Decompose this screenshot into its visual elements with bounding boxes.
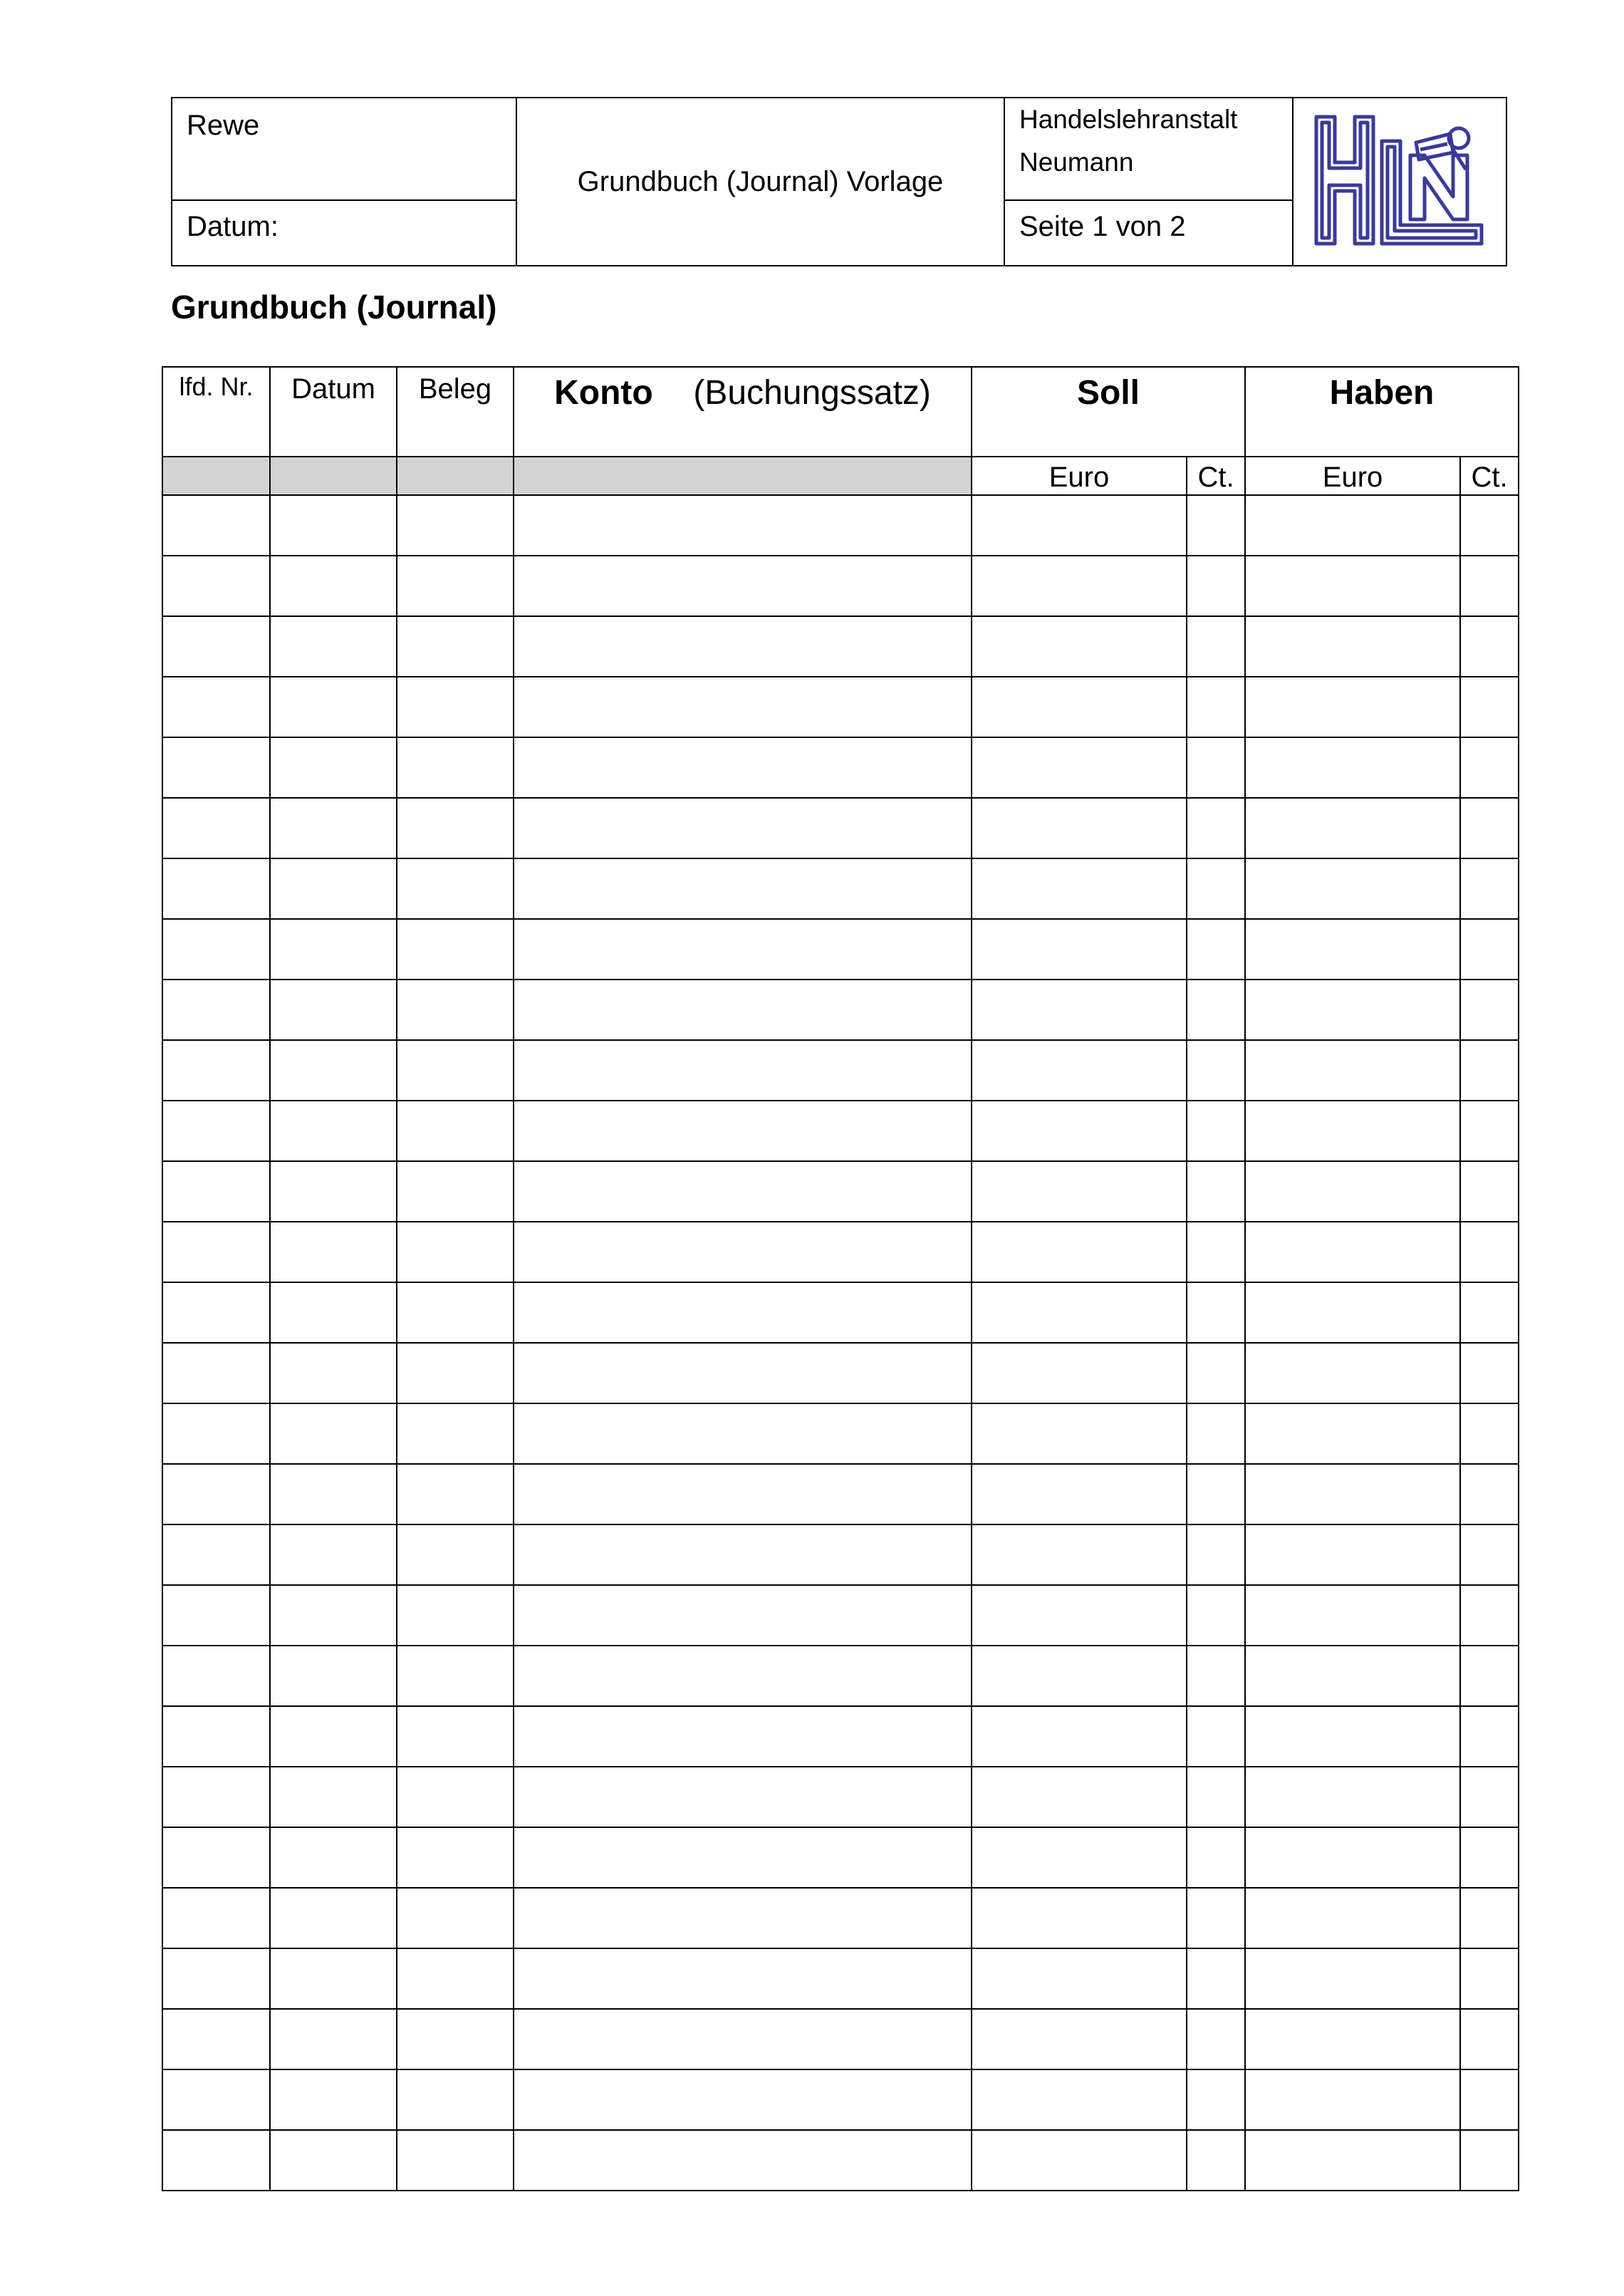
beleg-cell[interactable] bbox=[397, 1888, 514, 1948]
datum-cell[interactable] bbox=[270, 2009, 397, 2069]
lfd-nr-cell[interactable] bbox=[162, 980, 270, 1040]
soll-euro-cell[interactable] bbox=[972, 737, 1187, 798]
haben-ct-cell[interactable] bbox=[1460, 556, 1519, 616]
beleg-cell[interactable] bbox=[397, 919, 514, 980]
konto-cell[interactable] bbox=[514, 2009, 972, 2069]
lfd-nr-cell[interactable] bbox=[162, 1767, 270, 1827]
table-row bbox=[162, 1282, 1519, 1343]
soll-euro-cell[interactable] bbox=[972, 2069, 1187, 2130]
konto-cell[interactable] bbox=[514, 798, 972, 858]
lfd-nr-cell[interactable] bbox=[162, 798, 270, 858]
haben-euro-cell[interactable] bbox=[1245, 1767, 1460, 1827]
haben-euro-cell[interactable] bbox=[1245, 2130, 1460, 2191]
konto-cell[interactable] bbox=[514, 1282, 972, 1343]
haben-euro-cell[interactable] bbox=[1245, 1222, 1460, 1282]
haben-euro-cell[interactable] bbox=[1245, 2009, 1460, 2069]
konto-cell[interactable] bbox=[514, 1464, 972, 1524]
datum-cell[interactable] bbox=[270, 1827, 397, 1888]
journal-table bbox=[162, 366, 1519, 2191]
datum-cell[interactable] bbox=[270, 1343, 397, 1403]
subheader-shaded bbox=[270, 457, 397, 495]
datum-cell[interactable] bbox=[270, 1464, 397, 1524]
haben-ct-cell[interactable] bbox=[1460, 1161, 1519, 1222]
haben-euro-cell[interactable] bbox=[1245, 1040, 1460, 1101]
col-header-soll: Soll bbox=[972, 367, 1245, 457]
soll-euro-cell[interactable] bbox=[972, 1222, 1187, 1282]
table-row bbox=[162, 737, 1519, 798]
col-header-datum: Datum bbox=[270, 367, 397, 457]
datum-cell[interactable] bbox=[270, 1585, 397, 1646]
datum-cell[interactable] bbox=[270, 1524, 397, 1585]
soll-euro-cell[interactable] bbox=[972, 556, 1187, 616]
soll-ct-cell[interactable] bbox=[1187, 737, 1245, 798]
soll-ct-cell[interactable] bbox=[1187, 1585, 1245, 1646]
soll-ct-cell[interactable] bbox=[1187, 1524, 1245, 1585]
beleg-cell[interactable] bbox=[397, 1101, 514, 1161]
haben-ct-cell[interactable] bbox=[1460, 495, 1519, 556]
table-row bbox=[162, 919, 1519, 980]
haben-ct-cell[interactable] bbox=[1460, 1222, 1519, 1282]
konto-cell[interactable] bbox=[514, 1948, 972, 2009]
haben-ct-cell[interactable] bbox=[1460, 1646, 1519, 1706]
table-row bbox=[162, 1464, 1519, 1524]
konto-cell[interactable] bbox=[514, 1646, 972, 1706]
haben-euro-cell[interactable] bbox=[1245, 1101, 1460, 1161]
haben-ct-cell[interactable] bbox=[1460, 2130, 1519, 2191]
datum-cell[interactable] bbox=[270, 1282, 397, 1343]
page-number: Seite 1 von 2 bbox=[1019, 211, 1186, 242]
haben-euro-cell[interactable] bbox=[1245, 2069, 1460, 2130]
haben-ct-cell[interactable] bbox=[1460, 1464, 1519, 1524]
table-row bbox=[162, 1646, 1519, 1706]
datum-cell[interactable] bbox=[270, 1161, 397, 1222]
beleg-cell[interactable] bbox=[397, 1585, 514, 1646]
table-row bbox=[162, 1040, 1519, 1101]
haben-euro-cell[interactable] bbox=[1245, 1585, 1460, 1646]
haben-ct-cell[interactable] bbox=[1460, 1524, 1519, 1585]
beleg-cell[interactable] bbox=[397, 2069, 514, 2130]
beleg-cell[interactable] bbox=[397, 1646, 514, 1706]
datum-cell[interactable] bbox=[270, 1706, 397, 1767]
konto-cell[interactable] bbox=[514, 1524, 972, 1585]
date-label: Datum: bbox=[187, 211, 279, 242]
soll-euro-cell[interactable] bbox=[972, 980, 1187, 1040]
soll-euro-cell[interactable] bbox=[972, 1524, 1187, 1585]
date-cell bbox=[172, 200, 516, 266]
haben-ct-cell[interactable] bbox=[1460, 980, 1519, 1040]
page-number-cell bbox=[1004, 200, 1293, 266]
col-header-lfd-nr: lfd. Nr. bbox=[162, 367, 270, 457]
lfd-nr-cell[interactable] bbox=[162, 737, 270, 798]
table-row bbox=[162, 2130, 1519, 2191]
haben-ct-cell[interactable] bbox=[1460, 1040, 1519, 1101]
soll-euro-cell[interactable] bbox=[972, 1646, 1187, 1706]
konto-label: Konto bbox=[554, 374, 653, 412]
lfd-nr-cell[interactable] bbox=[162, 1282, 270, 1343]
beleg-cell[interactable] bbox=[397, 1040, 514, 1101]
soll-ct-cell[interactable] bbox=[1187, 1222, 1245, 1282]
lfd-nr-cell[interactable] bbox=[162, 1948, 270, 2009]
doc-title-cell bbox=[516, 98, 1004, 266]
soll-ct-cell[interactable] bbox=[1187, 1888, 1245, 1948]
haben-ct-cell[interactable] bbox=[1460, 737, 1519, 798]
soll-ct-cell[interactable] bbox=[1187, 677, 1245, 737]
soll-ct-cell[interactable] bbox=[1187, 1161, 1245, 1222]
haben-ct-cell[interactable] bbox=[1460, 2069, 1519, 2130]
konto-cell[interactable] bbox=[514, 2069, 972, 2130]
konto-cell[interactable] bbox=[514, 1827, 972, 1888]
lfd-nr-cell[interactable] bbox=[162, 495, 270, 556]
beleg-cell[interactable] bbox=[397, 858, 514, 919]
soll-ct-cell[interactable] bbox=[1187, 1403, 1245, 1464]
haben-euro-cell[interactable] bbox=[1245, 1646, 1460, 1706]
subheader-shaded bbox=[397, 457, 514, 495]
soll-euro-cell[interactable] bbox=[972, 1464, 1187, 1524]
konto-cell[interactable] bbox=[514, 556, 972, 616]
beleg-cell[interactable] bbox=[397, 980, 514, 1040]
haben-euro-cell[interactable] bbox=[1245, 616, 1460, 677]
haben-euro-cell[interactable] bbox=[1245, 1161, 1460, 1222]
haben-ct-cell[interactable] bbox=[1460, 1343, 1519, 1403]
beleg-cell[interactable] bbox=[397, 1222, 514, 1282]
soll-euro-cell[interactable] bbox=[972, 1888, 1187, 1948]
lfd-nr-cell[interactable] bbox=[162, 556, 270, 616]
lfd-nr-cell[interactable] bbox=[162, 1464, 270, 1524]
haben-ct-header: Ct. bbox=[1460, 457, 1519, 495]
haben-ct-cell[interactable] bbox=[1460, 1706, 1519, 1767]
table-row bbox=[162, 1524, 1519, 1585]
table-row bbox=[162, 1948, 1519, 2009]
haben-euro-cell[interactable] bbox=[1245, 1524, 1460, 1585]
col-header-beleg: Beleg bbox=[397, 367, 514, 457]
buchungssatz-label: (Buchungssatz) bbox=[693, 374, 931, 412]
lfd-nr-cell[interactable] bbox=[162, 2009, 270, 2069]
konto-cell[interactable] bbox=[514, 1101, 972, 1161]
lfd-nr-cell[interactable] bbox=[162, 1827, 270, 1888]
subheader-shaded bbox=[514, 457, 972, 495]
beleg-cell[interactable] bbox=[397, 1767, 514, 1827]
haben-ct-cell[interactable] bbox=[1460, 1948, 1519, 2009]
table-row bbox=[162, 556, 1519, 616]
datum-cell[interactable] bbox=[270, 1403, 397, 1464]
beleg-cell[interactable] bbox=[397, 1948, 514, 2009]
haben-ct-cell[interactable] bbox=[1460, 1767, 1519, 1827]
soll-euro-cell[interactable] bbox=[972, 798, 1187, 858]
subheader-shaded bbox=[162, 457, 270, 495]
haben-ct-cell[interactable] bbox=[1460, 616, 1519, 677]
soll-euro-cell[interactable] bbox=[972, 2009, 1187, 2069]
soll-ct-cell[interactable] bbox=[1187, 1282, 1245, 1343]
beleg-cell[interactable] bbox=[397, 2009, 514, 2069]
lfd-nr-cell[interactable] bbox=[162, 616, 270, 677]
datum-cell[interactable] bbox=[270, 1222, 397, 1282]
konto-cell[interactable] bbox=[514, 980, 972, 1040]
soll-euro-cell[interactable] bbox=[972, 1706, 1187, 1767]
table-row bbox=[162, 1161, 1519, 1222]
table-row bbox=[162, 1888, 1519, 1948]
konto-cell[interactable] bbox=[514, 1888, 972, 1948]
journal-heading: Grundbuch (Journal) bbox=[171, 289, 497, 326]
soll-euro-cell[interactable] bbox=[972, 495, 1187, 556]
table-row bbox=[162, 1706, 1519, 1767]
datum-cell[interactable] bbox=[270, 1040, 397, 1101]
haben-euro-cell[interactable] bbox=[1245, 1343, 1460, 1403]
table-row bbox=[162, 1101, 1519, 1161]
soll-euro-cell[interactable] bbox=[972, 1343, 1187, 1403]
lfd-nr-cell[interactable] bbox=[162, 1706, 270, 1767]
table-row bbox=[162, 495, 1519, 556]
haben-ct-cell[interactable] bbox=[1460, 677, 1519, 737]
lfd-nr-cell[interactable] bbox=[162, 2130, 270, 2191]
haben-euro-cell[interactable] bbox=[1245, 1888, 1460, 1948]
haben-ct-cell[interactable] bbox=[1460, 1403, 1519, 1464]
table-row bbox=[162, 1767, 1519, 1827]
logo-text: HLN bbox=[1311, 112, 1313, 113]
haben-euro-cell[interactable] bbox=[1245, 919, 1460, 980]
soll-ct-cell[interactable] bbox=[1187, 1101, 1245, 1161]
haben-ct-cell[interactable] bbox=[1460, 1827, 1519, 1888]
beleg-cell[interactable] bbox=[397, 677, 514, 737]
beleg-cell[interactable] bbox=[397, 1282, 514, 1343]
haben-ct-cell[interactable] bbox=[1460, 919, 1519, 980]
lfd-nr-cell[interactable] bbox=[162, 1101, 270, 1161]
beleg-cell[interactable] bbox=[397, 1464, 514, 1524]
table-row bbox=[162, 1827, 1519, 1888]
soll-euro-cell[interactable] bbox=[972, 1282, 1187, 1343]
document-header bbox=[171, 97, 1507, 266]
soll-ct-cell[interactable] bbox=[1187, 1343, 1245, 1403]
school-name-line2: Neumann bbox=[1019, 147, 1134, 177]
school-name-line1: Handelslehranstalt bbox=[1019, 105, 1238, 134]
company-name: Rewe bbox=[187, 110, 260, 141]
lfd-nr-cell[interactable] bbox=[162, 1524, 270, 1585]
datum-cell[interactable] bbox=[270, 858, 397, 919]
lfd-nr-cell[interactable] bbox=[162, 677, 270, 737]
haben-ct-cell[interactable] bbox=[1460, 1888, 1519, 1948]
konto-cell[interactable] bbox=[514, 616, 972, 677]
soll-ct-cell[interactable] bbox=[1187, 798, 1245, 858]
soll-euro-cell[interactable] bbox=[972, 1827, 1187, 1888]
haben-ct-cell[interactable] bbox=[1460, 798, 1519, 858]
soll-ct-cell[interactable] bbox=[1187, 616, 1245, 677]
beleg-cell[interactable] bbox=[397, 495, 514, 556]
konto-cell[interactable] bbox=[514, 1161, 972, 1222]
datum-cell[interactable] bbox=[270, 1767, 397, 1827]
doc-title: Grundbuch (Journal) Vorlage bbox=[577, 165, 944, 197]
lfd-nr-cell[interactable] bbox=[162, 1403, 270, 1464]
soll-ct-cell[interactable] bbox=[1187, 556, 1245, 616]
soll-ct-cell[interactable] bbox=[1187, 980, 1245, 1040]
haben-ct-cell[interactable] bbox=[1460, 2009, 1519, 2069]
beleg-cell[interactable] bbox=[397, 556, 514, 616]
beleg-cell[interactable] bbox=[397, 1524, 514, 1585]
soll-euro-cell[interactable] bbox=[972, 616, 1187, 677]
lfd-nr-cell[interactable] bbox=[162, 858, 270, 919]
haben-euro-cell[interactable] bbox=[1245, 1827, 1460, 1888]
soll-euro-cell[interactable] bbox=[972, 858, 1187, 919]
table-row bbox=[162, 1585, 1519, 1646]
haben-euro-cell[interactable] bbox=[1245, 798, 1460, 858]
soll-euro-header: Euro bbox=[972, 457, 1187, 495]
col-header-konto bbox=[514, 367, 972, 457]
journal-body bbox=[162, 495, 1519, 2191]
datum-cell[interactable] bbox=[270, 2130, 397, 2191]
col-header-haben: Haben bbox=[1245, 367, 1519, 457]
beleg-cell[interactable] bbox=[397, 2130, 514, 2191]
soll-ct-cell[interactable] bbox=[1187, 2130, 1245, 2191]
soll-ct-header: Ct. bbox=[1187, 457, 1245, 495]
datum-cell[interactable] bbox=[270, 737, 397, 798]
haben-euro-cell[interactable] bbox=[1245, 980, 1460, 1040]
table-row bbox=[162, 798, 1519, 858]
datum-cell[interactable] bbox=[270, 1948, 397, 2009]
haben-euro-header: Euro bbox=[1245, 457, 1460, 495]
haben-ct-cell[interactable] bbox=[1460, 1282, 1519, 1343]
table-row bbox=[162, 616, 1519, 677]
beleg-cell[interactable] bbox=[397, 616, 514, 677]
datum-cell[interactable] bbox=[270, 980, 397, 1040]
konto-cell[interactable] bbox=[514, 858, 972, 919]
haben-euro-cell[interactable] bbox=[1245, 1464, 1460, 1524]
haben-euro-cell[interactable] bbox=[1245, 1948, 1460, 2009]
soll-euro-cell[interactable] bbox=[972, 1040, 1187, 1101]
table-row bbox=[162, 2009, 1519, 2069]
soll-ct-cell[interactable] bbox=[1187, 1827, 1245, 1888]
soll-ct-cell[interactable] bbox=[1187, 2069, 1245, 2130]
soll-ct-cell[interactable] bbox=[1187, 2009, 1245, 2069]
konto-cell[interactable] bbox=[514, 1343, 972, 1403]
table-row bbox=[162, 677, 1519, 737]
soll-euro-cell[interactable] bbox=[972, 1585, 1187, 1646]
table-row bbox=[162, 1222, 1519, 1282]
haben-euro-cell[interactable] bbox=[1245, 556, 1460, 616]
haben-euro-cell[interactable] bbox=[1245, 737, 1460, 798]
soll-ct-cell[interactable] bbox=[1187, 858, 1245, 919]
datum-cell[interactable] bbox=[270, 616, 397, 677]
konto-cell[interactable] bbox=[514, 919, 972, 980]
soll-euro-cell[interactable] bbox=[972, 677, 1187, 737]
haben-euro-cell[interactable] bbox=[1245, 858, 1460, 919]
soll-ct-cell[interactable] bbox=[1187, 1948, 1245, 2009]
datum-cell[interactable] bbox=[270, 556, 397, 616]
soll-ct-cell[interactable] bbox=[1187, 1706, 1245, 1767]
soll-euro-cell[interactable] bbox=[972, 1403, 1187, 1464]
lfd-nr-cell[interactable] bbox=[162, 1646, 270, 1706]
datum-cell[interactable] bbox=[270, 2069, 397, 2130]
datum-cell[interactable] bbox=[270, 1646, 397, 1706]
beleg-cell[interactable] bbox=[397, 1827, 514, 1888]
table-row bbox=[162, 2069, 1519, 2130]
soll-ct-cell[interactable] bbox=[1187, 1646, 1245, 1706]
table-row bbox=[162, 858, 1519, 919]
konto-cell[interactable] bbox=[514, 495, 972, 556]
table-row bbox=[162, 1403, 1519, 1464]
soll-euro-cell[interactable] bbox=[972, 1161, 1187, 1222]
haben-euro-cell[interactable] bbox=[1245, 1706, 1460, 1767]
beleg-cell[interactable] bbox=[397, 737, 514, 798]
konto-cell[interactable] bbox=[514, 1040, 972, 1101]
beleg-cell[interactable] bbox=[397, 1343, 514, 1403]
beleg-cell[interactable] bbox=[397, 1161, 514, 1222]
datum-cell[interactable] bbox=[270, 1888, 397, 1948]
haben-euro-cell[interactable] bbox=[1245, 1403, 1460, 1464]
soll-ct-cell[interactable] bbox=[1187, 919, 1245, 980]
konto-cell[interactable] bbox=[514, 1767, 972, 1827]
haben-euro-cell[interactable] bbox=[1245, 1282, 1460, 1343]
table-row bbox=[162, 1343, 1519, 1403]
haben-euro-cell[interactable] bbox=[1245, 495, 1460, 556]
soll-ct-cell[interactable] bbox=[1187, 1040, 1245, 1101]
datum-cell[interactable] bbox=[270, 798, 397, 858]
datum-cell[interactable] bbox=[270, 677, 397, 737]
lfd-nr-cell[interactable] bbox=[162, 1161, 270, 1222]
konto-cell[interactable] bbox=[514, 1403, 972, 1464]
konto-cell[interactable] bbox=[514, 1585, 972, 1646]
soll-ct-cell[interactable] bbox=[1187, 1464, 1245, 1524]
haben-ct-cell[interactable] bbox=[1460, 1101, 1519, 1161]
datum-cell[interactable] bbox=[270, 1101, 397, 1161]
beleg-cell[interactable] bbox=[397, 1403, 514, 1464]
school-logo bbox=[1311, 113, 1489, 248]
soll-euro-cell[interactable] bbox=[972, 919, 1187, 980]
konto-cell[interactable] bbox=[514, 737, 972, 798]
konto-cell[interactable] bbox=[514, 1706, 972, 1767]
soll-euro-cell[interactable] bbox=[972, 2130, 1187, 2191]
company-cell bbox=[172, 98, 516, 200]
lfd-nr-cell[interactable] bbox=[162, 1343, 270, 1403]
datum-cell[interactable] bbox=[270, 495, 397, 556]
lfd-nr-cell[interactable] bbox=[162, 1585, 270, 1646]
konto-cell[interactable] bbox=[514, 677, 972, 737]
haben-ct-cell[interactable] bbox=[1460, 1585, 1519, 1646]
soll-ct-cell[interactable] bbox=[1187, 495, 1245, 556]
lfd-nr-cell[interactable] bbox=[162, 1040, 270, 1101]
lfd-nr-cell[interactable] bbox=[162, 1888, 270, 1948]
soll-euro-cell[interactable] bbox=[972, 1767, 1187, 1827]
table-row bbox=[162, 980, 1519, 1040]
school-cell bbox=[1004, 98, 1293, 200]
haben-euro-cell[interactable] bbox=[1245, 677, 1460, 737]
soll-euro-cell[interactable] bbox=[972, 1101, 1187, 1161]
haben-ct-cell[interactable] bbox=[1460, 858, 1519, 919]
soll-euro-cell[interactable] bbox=[972, 1948, 1187, 2009]
lfd-nr-cell[interactable] bbox=[162, 2069, 270, 2130]
konto-cell[interactable] bbox=[514, 2130, 972, 2191]
datum-cell[interactable] bbox=[270, 919, 397, 980]
beleg-cell[interactable] bbox=[397, 798, 514, 858]
soll-ct-cell[interactable] bbox=[1187, 1767, 1245, 1827]
lfd-nr-cell[interactable] bbox=[162, 1222, 270, 1282]
konto-cell[interactable] bbox=[514, 1222, 972, 1282]
lfd-nr-cell[interactable] bbox=[162, 919, 270, 980]
logo-cell bbox=[1293, 98, 1506, 266]
beleg-cell[interactable] bbox=[397, 1706, 514, 1767]
